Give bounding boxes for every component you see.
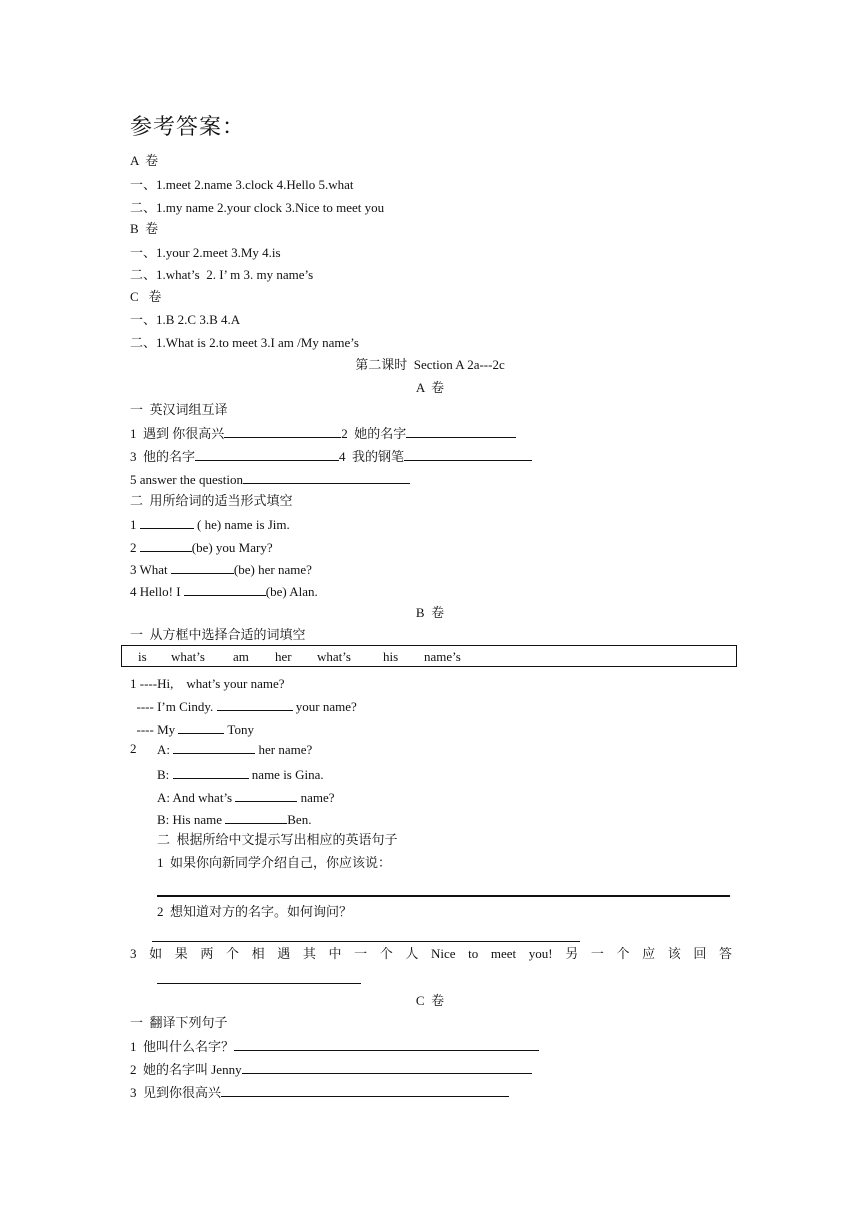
answer-blank[interactable] (234, 1038, 539, 1051)
answer-blank[interactable] (140, 516, 194, 529)
answer-blank[interactable] (243, 471, 410, 484)
question-text: 1 他叫什么名字？ (130, 1039, 235, 1054)
spaced-char: 相 (251, 946, 265, 961)
answer-line: 二、1.What is 2.to meet 3.I am /My name’s (130, 335, 359, 350)
question-line (130, 1061, 532, 1078)
dialogue-line (157, 741, 312, 758)
dialogue-text: name? (297, 790, 335, 805)
spaced-char: you! (528, 946, 553, 961)
word-bank-item: her (275, 649, 292, 664)
spaced-char: 中 (328, 946, 342, 961)
spaced-char: 另 (565, 946, 579, 961)
dialogue-line (130, 721, 254, 738)
question-line (130, 425, 516, 442)
question-line (130, 539, 273, 556)
question-line: 2 想知道对方的名字。如何询问？ (157, 904, 353, 919)
spaced-char: 两 (200, 946, 214, 961)
dialogue-text: ---- My (130, 722, 179, 737)
word-bank-item: name’s (424, 649, 461, 664)
question-text: 1 (130, 517, 140, 532)
answer-blank[interactable] (140, 539, 192, 552)
word-bank-box (121, 645, 737, 667)
spaced-char: 个 (616, 946, 630, 961)
dialogue-line (157, 811, 311, 828)
answer-blank[interactable] (171, 561, 234, 574)
section-b-heading: B 卷 (415, 605, 445, 620)
dialogue-text: her name? (255, 742, 313, 757)
spaced-char: Nice (430, 946, 456, 961)
question-line (130, 471, 410, 488)
question-line (130, 1038, 539, 1055)
dialogue-text: Ben. (287, 812, 312, 827)
spaced-char: 其 (302, 946, 316, 961)
spaced-char: 遇 (277, 946, 291, 961)
question-line (130, 583, 318, 600)
answer-blank[interactable] (195, 448, 339, 461)
answer-blank[interactable] (184, 583, 266, 596)
question-heading: 一 英汉词组互译 (130, 402, 228, 417)
word-bank-item: am (233, 649, 249, 664)
answer-section-b-label: B 卷 (130, 221, 159, 236)
question-heading: 二 用所给词的适当形式填空 (130, 493, 293, 508)
section-a-heading: A 卷 (415, 380, 445, 395)
question-line (130, 516, 290, 533)
answer-blank[interactable] (406, 425, 516, 438)
question-text: 3 What (130, 562, 171, 577)
question-text: 5 answer the question (130, 472, 244, 487)
question-line (130, 448, 532, 465)
answer-line: 一、1.meet 2.name 3.clock 4.Hello 5.what (130, 177, 354, 192)
dialogue-text: B: His name (157, 812, 226, 827)
answer-line: 二、1.what’s 2. I’ m 3. my name’s (130, 267, 314, 282)
dialogue-text: A: And what’s (157, 790, 236, 805)
question-text: ( he) name is Jim. (193, 517, 290, 532)
answer-line: 一、1.your 2.meet 3.My 4.is (130, 245, 281, 260)
question-text: 2 她的名字 (341, 426, 407, 441)
spaced-question-line (130, 946, 732, 962)
dialogue-text: A: (157, 742, 174, 757)
spaced-char: 人 (405, 946, 419, 961)
answer-line-rule[interactable] (152, 941, 580, 942)
answer-line-rule[interactable] (157, 983, 361, 984)
word-bank-item: what’s (171, 649, 205, 664)
question-text: 2 她的名字叫 Jenny (130, 1062, 242, 1077)
answer-blank[interactable] (217, 698, 293, 711)
question-line (130, 561, 312, 578)
word-bank-item: what’s (317, 649, 351, 664)
spaced-char: 3 (130, 946, 137, 961)
question-text: (be) you Mary? (191, 540, 273, 555)
question-line: 1 如果你向新同学介绍自己，你应该说： (157, 855, 392, 870)
answer-line-rule[interactable] (157, 895, 730, 897)
answer-blank[interactable] (178, 721, 224, 734)
question-heading: 一 翻译下列句子 (130, 1015, 228, 1030)
dialogue-text: Tony (224, 722, 254, 737)
dialogue-line (157, 766, 324, 783)
spaced-char: 答 (718, 946, 732, 961)
dialogue-line (130, 698, 357, 715)
spaced-char: 该 (667, 946, 681, 961)
answer-blank[interactable] (173, 766, 249, 779)
question-text: 1 遇到 你很高兴 (130, 426, 225, 441)
answer-blank[interactable] (242, 1061, 532, 1074)
word-bank-item: his (383, 649, 399, 664)
dialogue-line (157, 789, 335, 806)
question-text: 2 (130, 540, 140, 555)
question-text: 4 Hello! I (130, 584, 184, 599)
answer-blank[interactable] (225, 811, 287, 824)
question-line (130, 1084, 509, 1101)
answer-line: 二、1.my name 2.your clock 3.Nice to meet you (130, 200, 385, 215)
spaced-char: to (468, 946, 479, 961)
dialogue-text: your name? (292, 699, 357, 714)
spaced-char: 个 (225, 946, 239, 961)
word-bank-item: is (138, 649, 147, 664)
spaced-char: 如 (149, 946, 163, 961)
answer-blank[interactable] (173, 741, 255, 754)
page-title: 参考答案： (130, 114, 246, 139)
section-c-heading: C 卷 (415, 993, 445, 1008)
spaced-char: 个 (379, 946, 393, 961)
dialogue-text: name is Gina. (248, 767, 324, 782)
spaced-char: 应 (642, 946, 656, 961)
question-text: (be) Alan. (265, 584, 318, 599)
answer-blank[interactable] (221, 1084, 509, 1097)
lesson-title: 第二课时 Section A 2a---2c (355, 357, 505, 372)
spaced-char: 果 (174, 946, 188, 961)
answer-section-a-label: A 卷 (130, 153, 159, 168)
spaced-char: 一 (354, 946, 368, 961)
spaced-char: meet (490, 946, 517, 961)
spaced-char: 回 (693, 946, 707, 961)
answer-blank[interactable] (235, 789, 297, 802)
question-text: 3 见到你很高兴 (130, 1085, 222, 1100)
dialogue-number: 2 (130, 741, 137, 756)
question-heading: 二 根据所给中文提示写出相应的英语句子 (157, 832, 398, 847)
answer-section-c-label: C 卷 (130, 289, 162, 304)
spaced-char: 一 (590, 946, 604, 961)
question-text: (be) her name? (233, 562, 312, 577)
question-text: 3 他的名字 (130, 449, 196, 464)
dialogue-text: B: (157, 767, 173, 782)
answer-blank[interactable] (224, 425, 341, 438)
dialogue-text: ---- I’m Cindy. (130, 699, 217, 714)
question-text: 4 我的钢笔 (339, 449, 405, 464)
dialogue-line: 1 ----Hi, what’s your name? (130, 676, 285, 691)
question-heading: 一 从方框中选择合适的词填空 (130, 627, 306, 642)
answer-blank[interactable] (404, 448, 532, 461)
answer-line: 一、1.B 2.C 3.B 4.A (130, 312, 241, 327)
